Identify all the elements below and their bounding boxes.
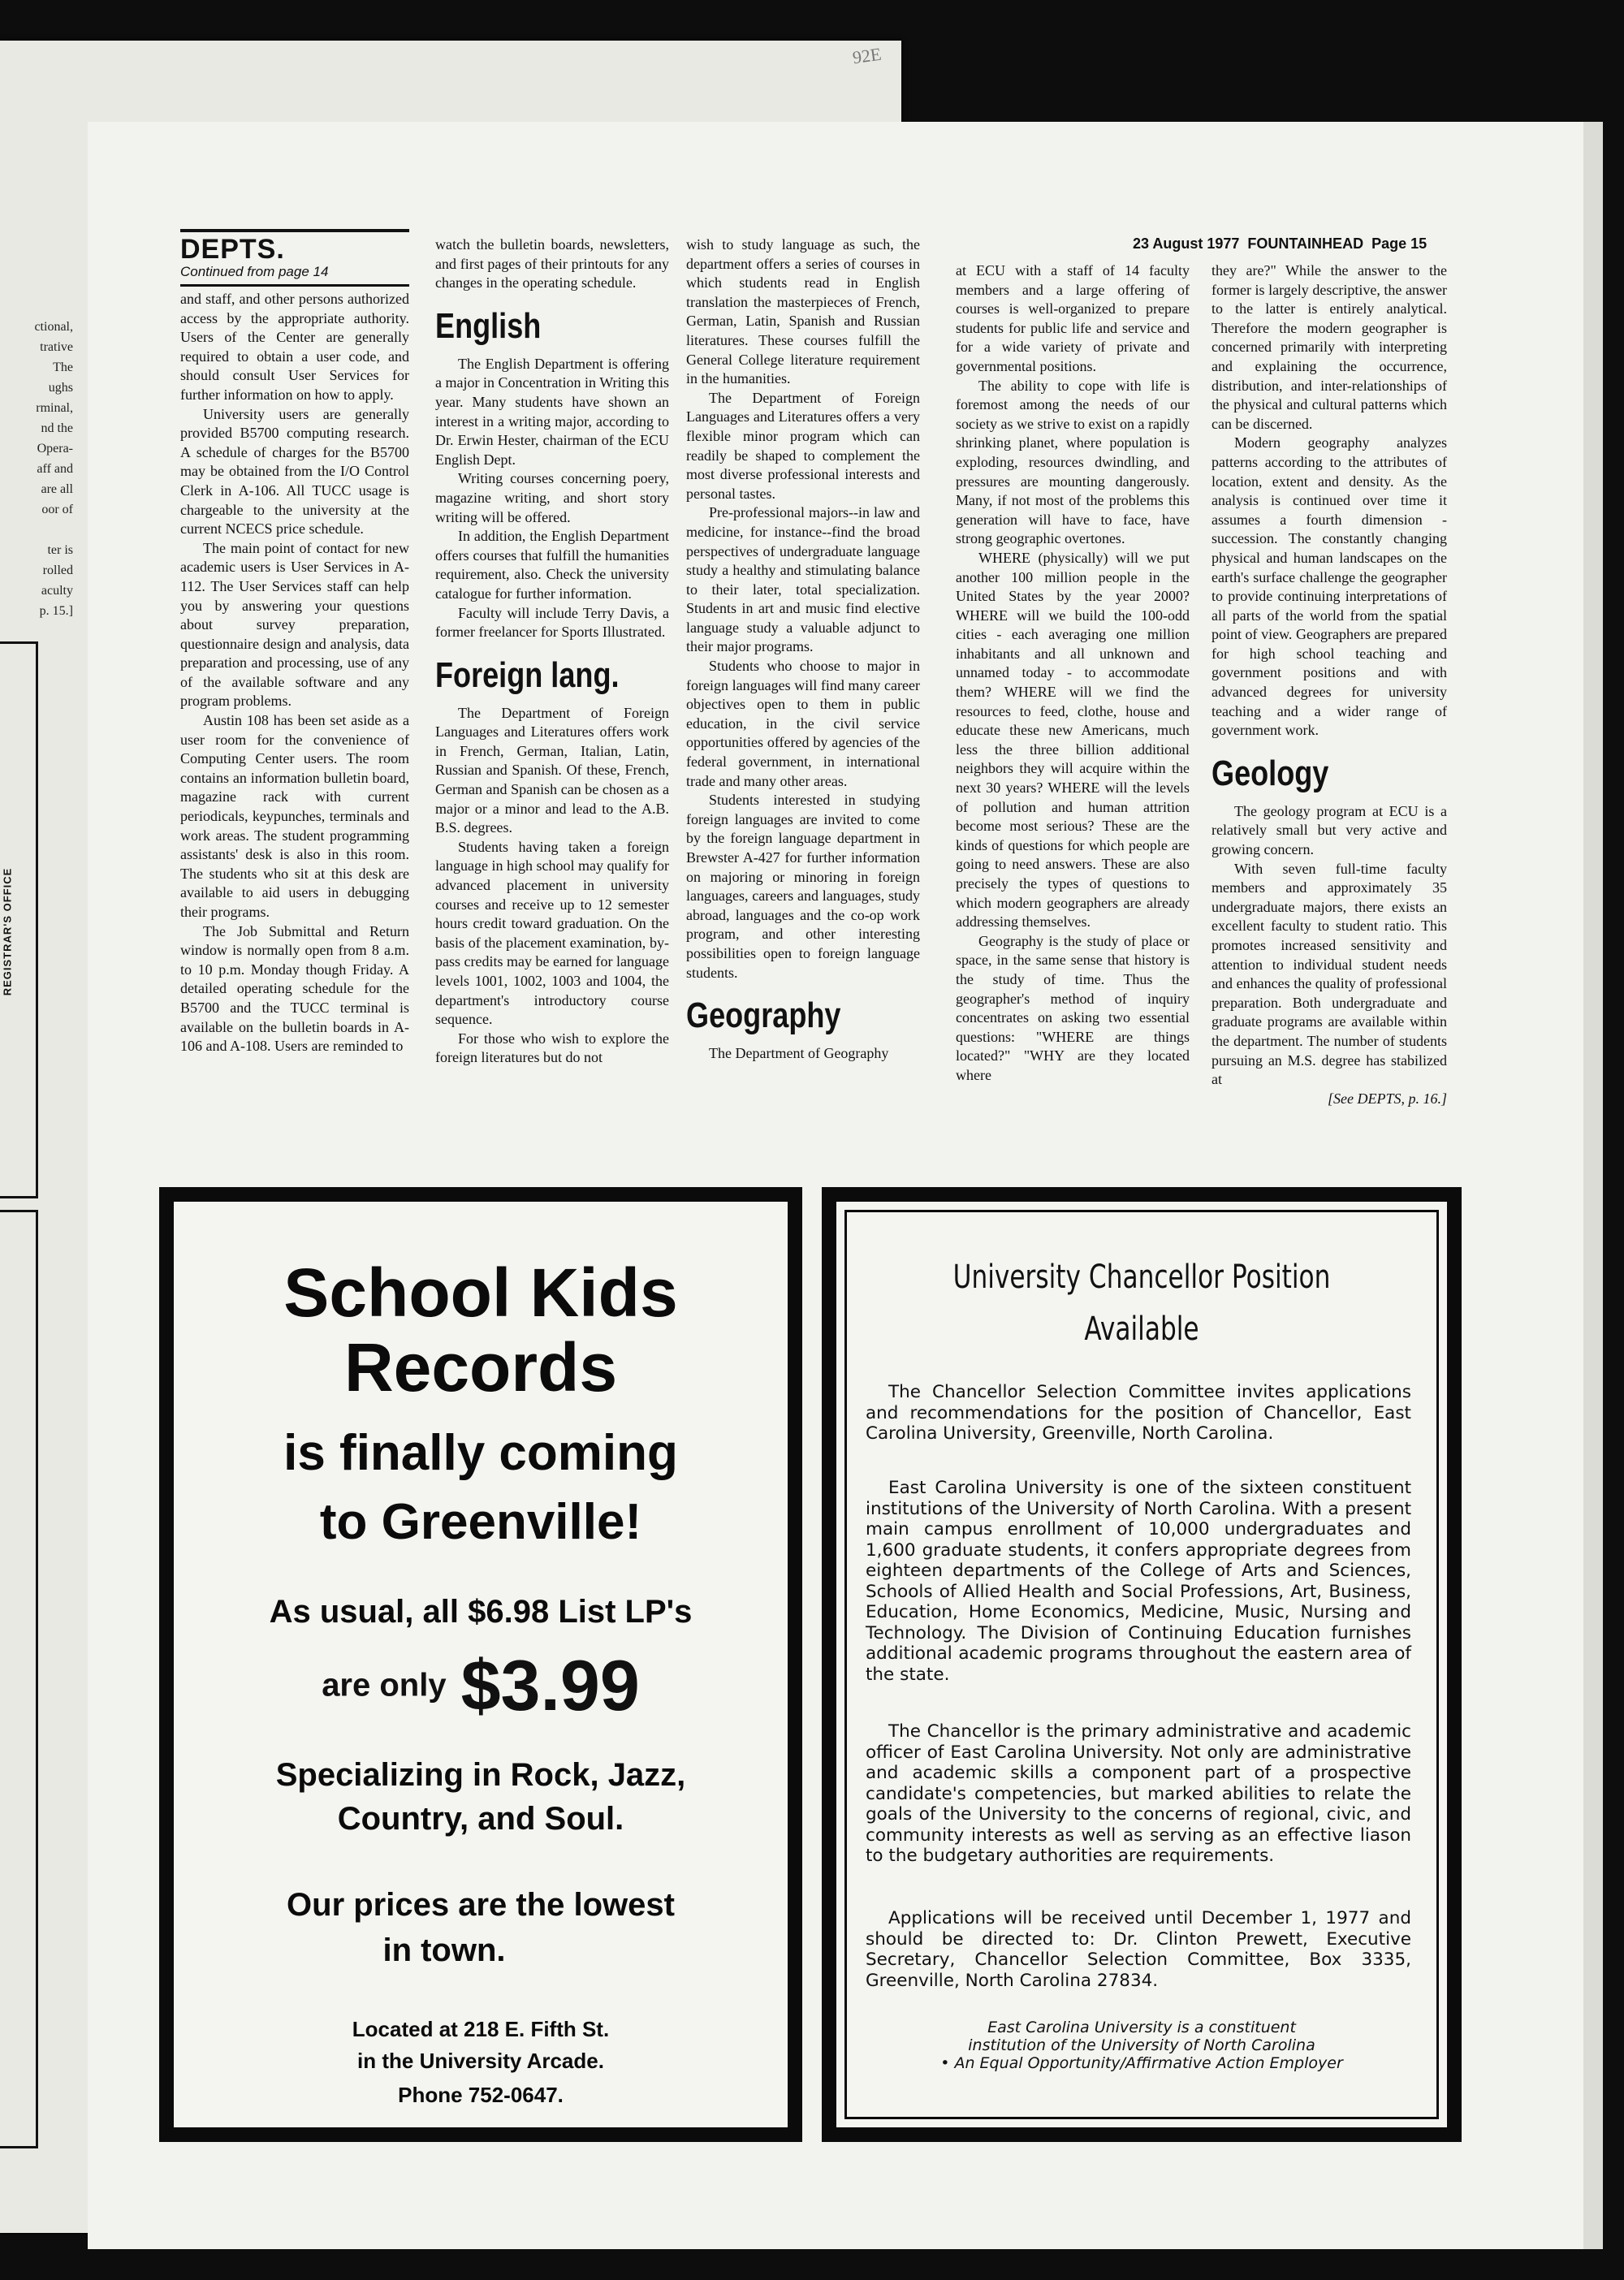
ad-address: in the University Arcade. xyxy=(357,2049,604,2073)
paragraph: Students interested in studying foreign languages are invited to come by the foreign language department in Brewster A-427 for further information on majoring or minoring in foreign languages, careers and languages, study abroad, languages and the co-op work program, and other interesting possibilities open to foreign language students. xyxy=(686,792,920,981)
column-5 xyxy=(1212,261,1447,1108)
column-4 xyxy=(956,261,1190,1086)
ad-title: Records xyxy=(343,1329,618,1406)
paragraph: watch the bulletin boards, newsletters, and first pages of their printouts for any changes in the operating schedule. xyxy=(435,236,669,291)
paragraph: The Department of Geography xyxy=(709,1045,889,1062)
paragraph: and staff, and other persons authorized access by the appropriate authority. Users of the Center are generally required to obtain a user code, and should consult User Services for further information on how to apply. xyxy=(180,291,409,403)
ad-title: University Chancellor Position xyxy=(952,1259,1331,1296)
section-heading-geology: Geology xyxy=(1212,753,1329,793)
paragraph: The main point of contact for new academic users is User Services in A-112. The User Services staff can help you by answering your questions about survey preparation, questionnaire design and analysis, data preparation and processing, use of any of the available software and any program problems. xyxy=(180,539,409,710)
ad-footer-line: institution of the University of North Carolina xyxy=(968,2036,1315,2054)
previous-page-text-fragments: ctional, trative The ughs rminal, nd the Opera- aff and are all oor of ter is rolled aculty p. 15.] xyxy=(34,320,73,618)
continued-on-note: [See DEPTS, p. 16.] xyxy=(1328,1090,1447,1107)
paragraph: The ability to cope with life is foremost among the needs of our society as we strive to exist on a rapidly shrinking planet, where population is exploding, resources dwindling, and pressures are mounting dangerously. Many, if not most of the problems this generation will have to face, have strong geographic overtones. xyxy=(956,377,1190,547)
ad-footer-line: • An Equal Opportunity/Affirmative Action Employer xyxy=(940,2054,1343,2072)
ad-footer-line: East Carolina University is a constituent xyxy=(987,2019,1296,2036)
handwritten-mark: 92E xyxy=(851,43,883,68)
paragraph: WHERE (physically) will we put another 100 million people in the United States by the year 2000? WHERE will we build the 100-odd cities - each averaging one million inhabitants and all unknown and unnamed today - to accommodate them? WHERE will we find the resources to feed, clothe, house and educate these new Americans, much less the three billion additional neighbors they will acquire within the next 30 years? WHERE will the levels of pollution and human attrition become most serious? These are the kinds of questions for which people are going to need answers. These are also precisely the types of questions to which modern geographers are already addressing themselves. xyxy=(956,549,1190,931)
paragraph: The Department of Foreign Languages and Literatures offers work in French, German, Italian, Latin, Russian and Spanish. Of these, French, German and Spanish can be chosen as a major or a minor and lead to the A.B. B.S. degrees. xyxy=(435,704,669,836)
school-kids-records-ad xyxy=(159,1187,802,2142)
paragraph: The geology program at ECU is a relatively small but very active and growing concern. xyxy=(1212,802,1447,858)
ad-paragraph: Applications will be received until December 1, 1977 and should be directed to: Dr. Clinton Prewett, Executive Secretary, Chancellor Selection Committee, Box 3335, Greenville, North Carolina 27834. xyxy=(866,1908,1411,1991)
ad-paragraph: The Chancellor Selection Committee invites applications and recommendations for the position of Chancellor, East Carolina University, Greenville, North Carolina. xyxy=(866,1382,1411,1444)
column-3 xyxy=(686,235,920,1064)
ad-slogan: in town. xyxy=(382,1932,506,1968)
ad-price-label: are only xyxy=(322,1667,447,1704)
paragraph: Pre-professional majors--in law and medicine, for instance--find the broad perspectives of undergraduate language study a healthy and stimulating balance to their later, total specialization. Students in art and music find elective language study a valuable adjunct to their major programs. xyxy=(686,504,920,655)
page-masthead: 23 August 1977 FOUNTAINHEAD Page 15 xyxy=(1133,235,1427,252)
paragraph: Students having taken a foreign language in high school may qualify for advanced placement in university courses and receive up to 12 semester hours credit toward graduation. On the basis of the placement examination, by-pass credits may be earned for language levels 1001, 1002, 1003 and 1004, the department's introductory course sequence. xyxy=(435,838,669,1028)
paragraph: The Job Submittal and Return window is normally open from 8 a.m. to 10 p.m. Monday though Friday. A detailed operating schedule for the B5700 and the TUCC terminal is available on the bulletin boards in A-106 and A-108. Users are reminded to xyxy=(180,922,409,1055)
chancellor-position-ad xyxy=(822,1187,1462,2142)
depts-heading: DEPTS. xyxy=(180,229,409,263)
previous-page-box xyxy=(0,1210,38,2148)
paragraph: With seven full-time faculty members and approximately 35 undergraduate majors, there exists an excellent faculty to student ratio. This promotes increased sensitivity and attention to individual student needs and enhances the quality of professional preparation. Both undergraduate and graduate programs are available within the department. The number of students pursuing an M.S. degree has stabilized at xyxy=(1212,860,1447,1088)
previous-page-vertical-label: REGISTRAR'S OFFICE xyxy=(1,867,14,996)
ad-title: School Kids xyxy=(283,1254,678,1331)
paragraph: Modern geography analyzes patterns according to the attributes of location, extent and density. As the analysis is continued over time it assumes a fourth dimension - succession. The constantly changing physical and human landscapes on the earth's surface challenge the geographer to provide continuing interpretations of all parts of the world from the spatial point of view. Geographers are prepared for high school teaching and government positions and with advanced degrees for university teaching and a wider range of government work. xyxy=(1212,434,1447,739)
ad-specialty: Country, and Soul. xyxy=(337,1801,624,1837)
ad-specialty: Specializing in Rock, Jazz, xyxy=(275,1757,686,1793)
continued-note: Continued from page 14 xyxy=(180,263,409,287)
section-heading-foreign-lang: Foreign lang. xyxy=(435,654,620,695)
paragraph: The English Department is offering a major in Concentration in Writing this year. Many students have shown an interest in a writing major, according to Dr. Erwin Hester, chairman of the ECU English Dept. xyxy=(435,355,669,468)
ad-footer xyxy=(836,2019,1447,2072)
paragraph: University users are generally provided B5700 computing research. A schedule of charges for the B5700 may be obtained from the I/O Control Clerk in A-106. All TUCC usage is chargeable to the university at the current NCECS price schedule. xyxy=(180,405,409,538)
section-heading-english: English xyxy=(435,305,542,346)
paragraph: In addition, the English Department offers courses that fulfill the humanities requirement, also. Check the university catalogue for further information. xyxy=(435,528,669,602)
paragraph: For those who wish to explore the foreign literatures but do not xyxy=(435,1030,669,1066)
ad-title: Available xyxy=(1084,1311,1199,1348)
column-1 xyxy=(180,229,409,1056)
column-2 xyxy=(435,235,669,1068)
paragraph: The Department of Foreign Languages and Literatures offers a very flexible minor program which can readily be shaped to complement the most diverse professional interests and personal tastes. xyxy=(686,389,920,502)
ad-slogan: Our prices are the lowest xyxy=(287,1887,675,1923)
section-heading-geography: Geography xyxy=(686,995,841,1036)
paragraph: at ECU with a staff of 14 faculty members and a large offering of courses is well-organized to prepare students for public life and service and for a wide variety of private and governmental positions. xyxy=(956,262,1190,374)
ad-subtitle: to Greenville! xyxy=(319,1494,642,1550)
ad-phone: Phone 752-0647. xyxy=(398,2083,564,2107)
ad-price: $3.99 xyxy=(460,1645,640,1725)
ad-offer: As usual, all $6.98 List LP's xyxy=(269,1594,693,1630)
paragraph: Students who choose to major in foreign languages will find many career objectives open to them in public education, in the civil service opportunities offered by agencies of the federal government, in international trade and many other areas. xyxy=(686,658,920,789)
ad-paragraph: The Chancellor is the primary administrative and academic officer of East Carolina University. Not only are administrative and academic skills a component part of a prospective candidate's competencies, but marked abilities to relate the goals of the University to the concerns of regional, civic, and community interests as well as serving as an effective liason to the budgetary authorities are requirements. xyxy=(866,1721,1411,1866)
paragraph: Writing courses concerning poery, magazine writing, and short story writing will be offered. xyxy=(435,470,669,525)
ad-price-line xyxy=(174,1644,788,1727)
paragraph: they are?" While the answer to the former is largely descriptive, the answer to the latter is entirely analytical. Therefore the modern geographer is concerned primarily with interpreting and explaining the occurrence, distribution, and inter-relationships of the physical and cultural patterns which can be discerned. xyxy=(1212,262,1447,432)
paragraph: Austin 108 has been set aside as a user room for the convenience of Computing Center users. The room contains an information bulletin board, magazine rack with current periodicals, keypunches, terminals and work areas. The student programming assistants' desk is also in this room. The students who sit at this desk are available to aid users in debugging their programs. xyxy=(180,712,409,920)
paragraph: Geography is the study of place or space, in the same sense that history is the study of time. Thus the geographer's method of inquiry concentrates on asking two essential questions: "WHERE are things located?" "WHY are they located where xyxy=(956,932,1190,1083)
ad-paragraph: East Carolina University is one of the sixteen constituent institutions of the University of North Carolina. With a present main campus enrollment of 10,000 undergraduates and 1,600 graduate students, it confers appropriate degrees from eighteen departments of the College of Arts and Sciences, Schools of Allied Health and Social Professions, Art, Business, Education, Home Economics, Medicine, Music, Nursing and Technology. The Division of Continuing Education furnishes additional academic programs throughout the eastern area of the state. xyxy=(866,1478,1411,1685)
paragraph: Faculty will include Terry Davis, a former freelancer for Sports Illustrated. xyxy=(435,604,669,641)
ad-address: Located at 218 E. Fifth St. xyxy=(352,2017,610,2041)
ad-subtitle: is finally coming xyxy=(283,1425,678,1481)
paragraph: wish to study language as such, the department offers a series of courses in which students read in English translation the masterpieces of French, German, Latin, Spanish and Russian literatures. These courses fulfill the General College literature requirement in the humanities. xyxy=(686,236,920,387)
